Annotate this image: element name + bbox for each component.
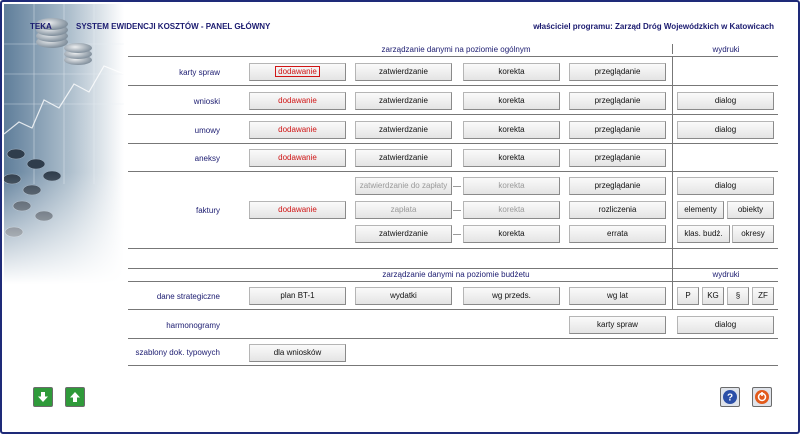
app-name: TEKA bbox=[30, 22, 52, 31]
page-title: SYSTEM EWIDENCJI KOSZTÓW - PANEL GŁÓWNY bbox=[76, 22, 271, 31]
requests-browse-button[interactable]: przeglądanie bbox=[569, 92, 666, 110]
invoices-budget-class-button[interactable]: klas. budż. bbox=[677, 225, 730, 243]
divider bbox=[128, 56, 778, 57]
row-label-templates: szablony dok. typowych bbox=[135, 348, 220, 357]
print-zf-button[interactable]: ZF bbox=[752, 287, 774, 305]
print-kg-button[interactable]: KG bbox=[702, 287, 724, 305]
annexes-correct-button[interactable]: korekta bbox=[463, 149, 560, 167]
invoices-periods-button[interactable]: okresy bbox=[732, 225, 774, 243]
divider bbox=[672, 268, 673, 309]
invoices-correct-button[interactable]: korekta bbox=[463, 225, 560, 243]
general-printouts-title: wydruki bbox=[712, 45, 740, 54]
divider bbox=[672, 44, 673, 54]
contracts-approve-button[interactable]: zatwierdzanie bbox=[355, 121, 452, 139]
templates-for-requests-button[interactable]: dla wniosków bbox=[249, 344, 346, 362]
help-icon[interactable] bbox=[720, 387, 740, 407]
annexes-approve-button[interactable]: zatwierdzanie bbox=[355, 149, 452, 167]
invoices-correct-payment-button[interactable]: korekta bbox=[463, 201, 560, 219]
arrow-up-icon[interactable] bbox=[65, 387, 85, 407]
invoices-approve-button[interactable]: zatwierdzanie bbox=[355, 225, 452, 243]
invoices-payment-button[interactable]: zapłata bbox=[355, 201, 452, 219]
row-label-contracts: umowy bbox=[194, 126, 220, 135]
divider bbox=[128, 143, 778, 144]
divider bbox=[128, 268, 778, 269]
contracts-correct-button[interactable]: korekta bbox=[463, 121, 560, 139]
requests-correct-button[interactable]: korekta bbox=[463, 92, 560, 110]
divider bbox=[128, 114, 778, 115]
divider bbox=[128, 248, 778, 249]
print-paragraph-button[interactable]: § bbox=[727, 287, 749, 305]
divider bbox=[128, 171, 778, 172]
divider bbox=[128, 281, 778, 282]
print-p-button[interactable]: P bbox=[677, 287, 699, 305]
divider bbox=[128, 365, 778, 366]
requests-add-button[interactable]: dodawanie bbox=[249, 92, 346, 110]
arrow-down-icon[interactable] bbox=[33, 387, 53, 407]
divider bbox=[128, 309, 778, 310]
connector-line bbox=[453, 186, 461, 187]
annexes-add-button[interactable]: dodawanie bbox=[249, 149, 346, 167]
contracts-add-button[interactable]: dodawanie bbox=[249, 121, 346, 139]
row-label-strategic-data: dane strategiczne bbox=[156, 292, 220, 301]
row-label-case-cards: karty spraw bbox=[179, 68, 220, 77]
requests-print-dialog-button[interactable]: dialog bbox=[677, 92, 774, 110]
case-cards-correct-button[interactable]: korekta bbox=[463, 63, 560, 81]
invoices-correct-approval-button[interactable]: korekta bbox=[463, 177, 560, 195]
general-section-title: zarządzanie danymi na poziomie ogólnym bbox=[381, 45, 531, 54]
strategic-by-years-button[interactable]: wg lat bbox=[569, 287, 666, 305]
program-owner: właściciel programu: Zarząd Dróg Wojewódzkich w Katowicach bbox=[533, 22, 774, 31]
requests-approve-button[interactable]: zatwierdzanie bbox=[355, 92, 452, 110]
divider bbox=[128, 338, 778, 339]
row-label-invoices: faktury bbox=[195, 206, 220, 215]
annexes-browse-button[interactable]: przeglądanie bbox=[569, 149, 666, 167]
divider bbox=[128, 85, 778, 86]
svg-text:?: ? bbox=[726, 392, 734, 404]
schedules-print-dialog-button[interactable]: dialog bbox=[677, 316, 774, 334]
connector-line bbox=[453, 210, 461, 211]
connector-line bbox=[453, 234, 461, 235]
invoices-approve-payment-button[interactable]: zatwierdzanie do zapłaty bbox=[355, 177, 452, 195]
divider bbox=[672, 57, 673, 270]
row-label-requests: wnioski bbox=[193, 97, 220, 106]
banner-image bbox=[4, 4, 124, 284]
strategic-by-entity-button[interactable]: wg przeds. bbox=[463, 287, 560, 305]
contracts-browse-button[interactable]: przeglądanie bbox=[569, 121, 666, 139]
invoices-objects-button[interactable]: obiekty bbox=[727, 201, 774, 219]
strategic-plan-bt1-button[interactable]: plan BT-1 bbox=[249, 287, 346, 305]
case-cards-add-button[interactable]: dodawanie bbox=[249, 63, 346, 81]
invoices-print-dialog-button[interactable]: dialog bbox=[677, 177, 774, 195]
case-cards-approve-button[interactable]: zatwierdzanie bbox=[355, 63, 452, 81]
strategic-expenses-button[interactable]: wydatki bbox=[355, 287, 452, 305]
budget-printouts-title: wydruki bbox=[712, 270, 740, 279]
contracts-print-dialog-button[interactable]: dialog bbox=[677, 121, 774, 139]
invoices-settlements-button[interactable]: rozliczenia bbox=[569, 201, 666, 219]
invoices-browse-button[interactable]: przeglądanie bbox=[569, 177, 666, 195]
schedules-case-cards-button[interactable]: karty spraw bbox=[569, 316, 666, 334]
invoices-elements-button[interactable]: elementy bbox=[677, 201, 724, 219]
budget-section-title: zarządzanie danymi na poziomie budżetu bbox=[382, 270, 530, 279]
invoices-add-button[interactable]: dodawanie bbox=[249, 201, 346, 219]
case-cards-browse-button[interactable]: przeglądanie bbox=[569, 63, 666, 81]
power-icon[interactable] bbox=[752, 387, 772, 407]
row-label-annexes: aneksy bbox=[194, 154, 220, 163]
invoices-errata-button[interactable]: errata bbox=[569, 225, 666, 243]
row-label-schedules: harmonogramy bbox=[166, 321, 220, 330]
